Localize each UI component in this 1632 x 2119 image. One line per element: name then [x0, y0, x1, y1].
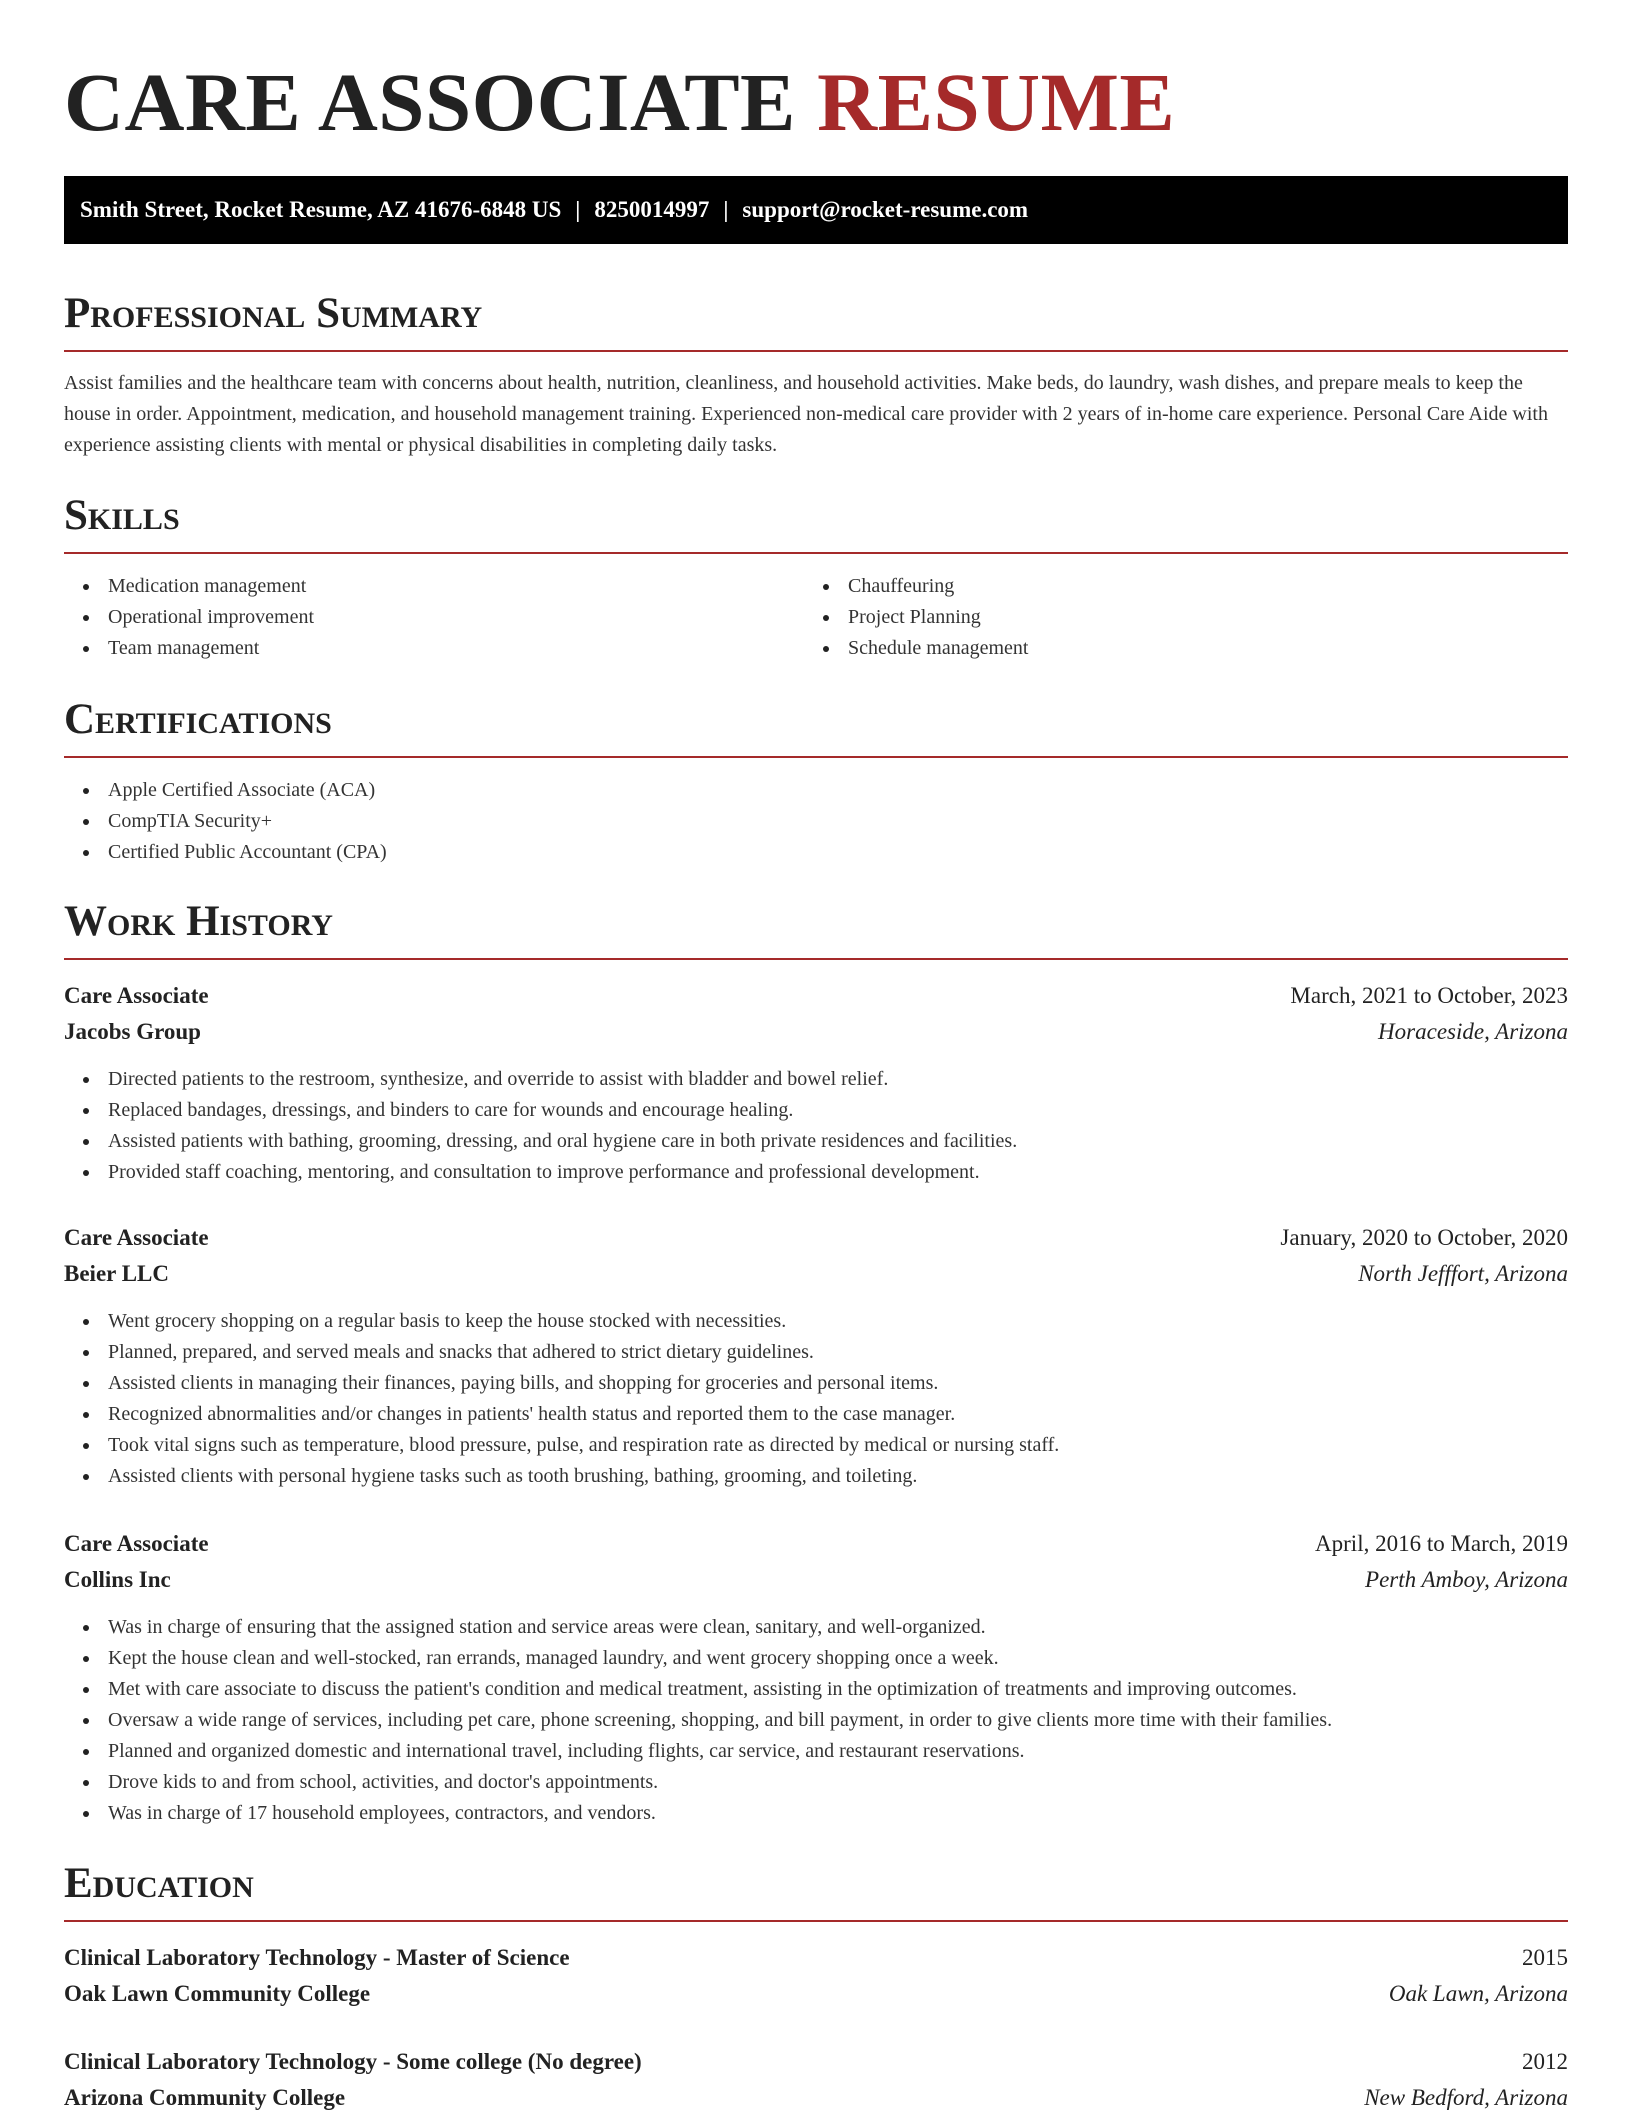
job-duty: Provided staff coaching, mentoring, and consultation to improve performance and professional development.: [64, 1157, 1568, 1188]
skills-list-left: [64, 571, 314, 664]
contact-phone: 8250014997: [594, 197, 710, 222]
skill-item: Operational improvement: [64, 602, 314, 633]
education-entry: [64, 1940, 1568, 2012]
job-company: Jacobs Group: [64, 1019, 201, 1044]
job-entry: [64, 1220, 1568, 1492]
resume-title: [64, 52, 1175, 152]
job-duty: Replaced bandages, dressings, and binders to care for wounds and encourage healing.: [64, 1095, 1568, 1126]
summary-text: Assist families and the healthcare team with concerns about health, nutrition, cleanliness, and household activities. Make beds, do laundry, wash dishes, and prepare meals to keep the house in order. Appointment, medication, and household management training. Experienced non-medical care provider with 2 years of in-home care experience. Personal Care Aide with experience assisting clients with mental or physical disabilities in completing daily tasks.: [64, 372, 1548, 456]
job-duty: Met with care associate to discuss the patient's condition and medical treatment, assisting in the optimization of treatments and improving outcomes.: [64, 1674, 1568, 1705]
job-location: Perth Amboy, Arizona: [1365, 1567, 1568, 1592]
contact-bar: [64, 176, 1568, 244]
education-location: New Bedford, Arizona: [1364, 2085, 1568, 2110]
job-duty: Kept the house clean and well-stocked, ran errands, managed laundry, and went grocery shopping once a week.: [64, 1643, 1568, 1674]
section-divider: [64, 350, 1568, 352]
job-location: North Jefffort, Arizona: [1358, 1261, 1568, 1286]
job-title: Care Associate: [64, 1225, 209, 1250]
section-heading-skills: Skills: [64, 492, 180, 539]
education-school: Oak Lawn Community College: [64, 1981, 371, 2006]
section-heading-education: Education: [64, 1860, 254, 1907]
education-location: Oak Lawn, Arizona: [1388, 1981, 1568, 2006]
title-accent: RESUME: [817, 56, 1176, 148]
section-heading-summary: Professional Summary: [64, 290, 483, 337]
education-entry: [64, 2044, 1568, 2116]
contact-email: support@rocket-resume.com: [742, 197, 1029, 222]
education-degree: Clinical Laboratory Technology - Some college (No degree): [64, 2049, 642, 2074]
skill-item: Project Planning: [804, 602, 1029, 633]
job-location: Horaceside, Arizona: [1378, 1019, 1568, 1044]
education-school: Arizona Community College: [64, 2085, 346, 2110]
job-dates: March, 2021 to October, 2023: [1290, 983, 1568, 1008]
job-duty: Planned and organized domestic and international travel, including flights, car service, and restaurant reservations.: [64, 1736, 1568, 1767]
job-title: Care Associate: [64, 983, 209, 1008]
section-heading-certifications: Certifications: [64, 696, 332, 743]
education-year: 2015: [1522, 1945, 1568, 1970]
title-main: CARE ASSOCIATE: [64, 56, 796, 148]
job-duty: Was in charge of 17 household employees, contractors, and vendors.: [64, 1798, 1568, 1829]
job-duty: Oversaw a wide range of services, including pet care, phone screening, shopping, and bill payment, in order to give clients more time with their families.: [64, 1705, 1568, 1736]
job-duties: [64, 1306, 1568, 1492]
skills-list-right: [804, 571, 1029, 664]
job-duty: Planned, prepared, and served meals and snacks that adhered to strict dietary guidelines.: [64, 1337, 1568, 1368]
job-title: Care Associate: [64, 1531, 209, 1556]
education-degree: Clinical Laboratory Technology - Master of Science: [64, 1945, 570, 1970]
section-divider: [64, 1920, 1568, 1922]
contact-separator: |: [575, 197, 581, 222]
job-company: Beier LLC: [64, 1261, 169, 1286]
skill-item: Team management: [64, 633, 314, 664]
section-heading-work-history: Work History: [64, 898, 333, 945]
certification-item: CompTIA Security+: [64, 806, 387, 837]
education-year: 2012: [1522, 2049, 1568, 2074]
certification-item: Apple Certified Associate (ACA): [64, 775, 387, 806]
job-duty: Assisted clients in managing their finances, paying bills, and shopping for groceries and personal items.: [64, 1368, 1568, 1399]
section-divider: [64, 756, 1568, 758]
job-duty: Went grocery shopping on a regular basis to keep the house stocked with necessities.: [64, 1306, 1568, 1337]
job-entry: [64, 1526, 1568, 1829]
job-entry: [64, 978, 1568, 1188]
section-divider: [64, 958, 1568, 960]
job-duty: Drove kids to and from school, activities, and doctor's appointments.: [64, 1767, 1568, 1798]
skill-item: Schedule management: [804, 633, 1029, 664]
contact-address: Smith Street, Rocket Resume, AZ 41676-6848 US: [80, 197, 562, 222]
section-divider: [64, 552, 1568, 554]
job-duty: Directed patients to the restroom, synthesize, and override to assist with bladder and bowel relief.: [64, 1064, 1568, 1095]
job-dates: January, 2020 to October, 2020: [1280, 1225, 1568, 1250]
job-dates: April, 2016 to March, 2019: [1315, 1531, 1568, 1556]
job-duties: [64, 1612, 1568, 1829]
skill-item: Medication management: [64, 571, 314, 602]
job-duty: Took vital signs such as temperature, blood pressure, pulse, and respiration rate as directed by medical or nursing staff.: [64, 1430, 1568, 1461]
job-duty: Recognized abnormalities and/or changes in patients' health status and reported them to the case manager.: [64, 1399, 1568, 1430]
job-duty: Assisted clients with personal hygiene tasks such as tooth brushing, bathing, grooming, and toileting.: [64, 1461, 1568, 1492]
job-duty: Assisted patients with bathing, grooming, dressing, and oral hygiene care in both private residences and facilities.: [64, 1126, 1568, 1157]
job-company: Collins Inc: [64, 1567, 171, 1592]
job-duties: [64, 1064, 1568, 1188]
contact-separator: |: [723, 197, 729, 222]
skill-item: Chauffeuring: [804, 571, 1029, 602]
certification-item: Certified Public Accountant (CPA): [64, 837, 387, 868]
job-duty: Was in charge of ensuring that the assigned station and service areas were clean, sanitary, and well-organized.: [64, 1612, 1568, 1643]
certifications-list: [64, 775, 387, 868]
